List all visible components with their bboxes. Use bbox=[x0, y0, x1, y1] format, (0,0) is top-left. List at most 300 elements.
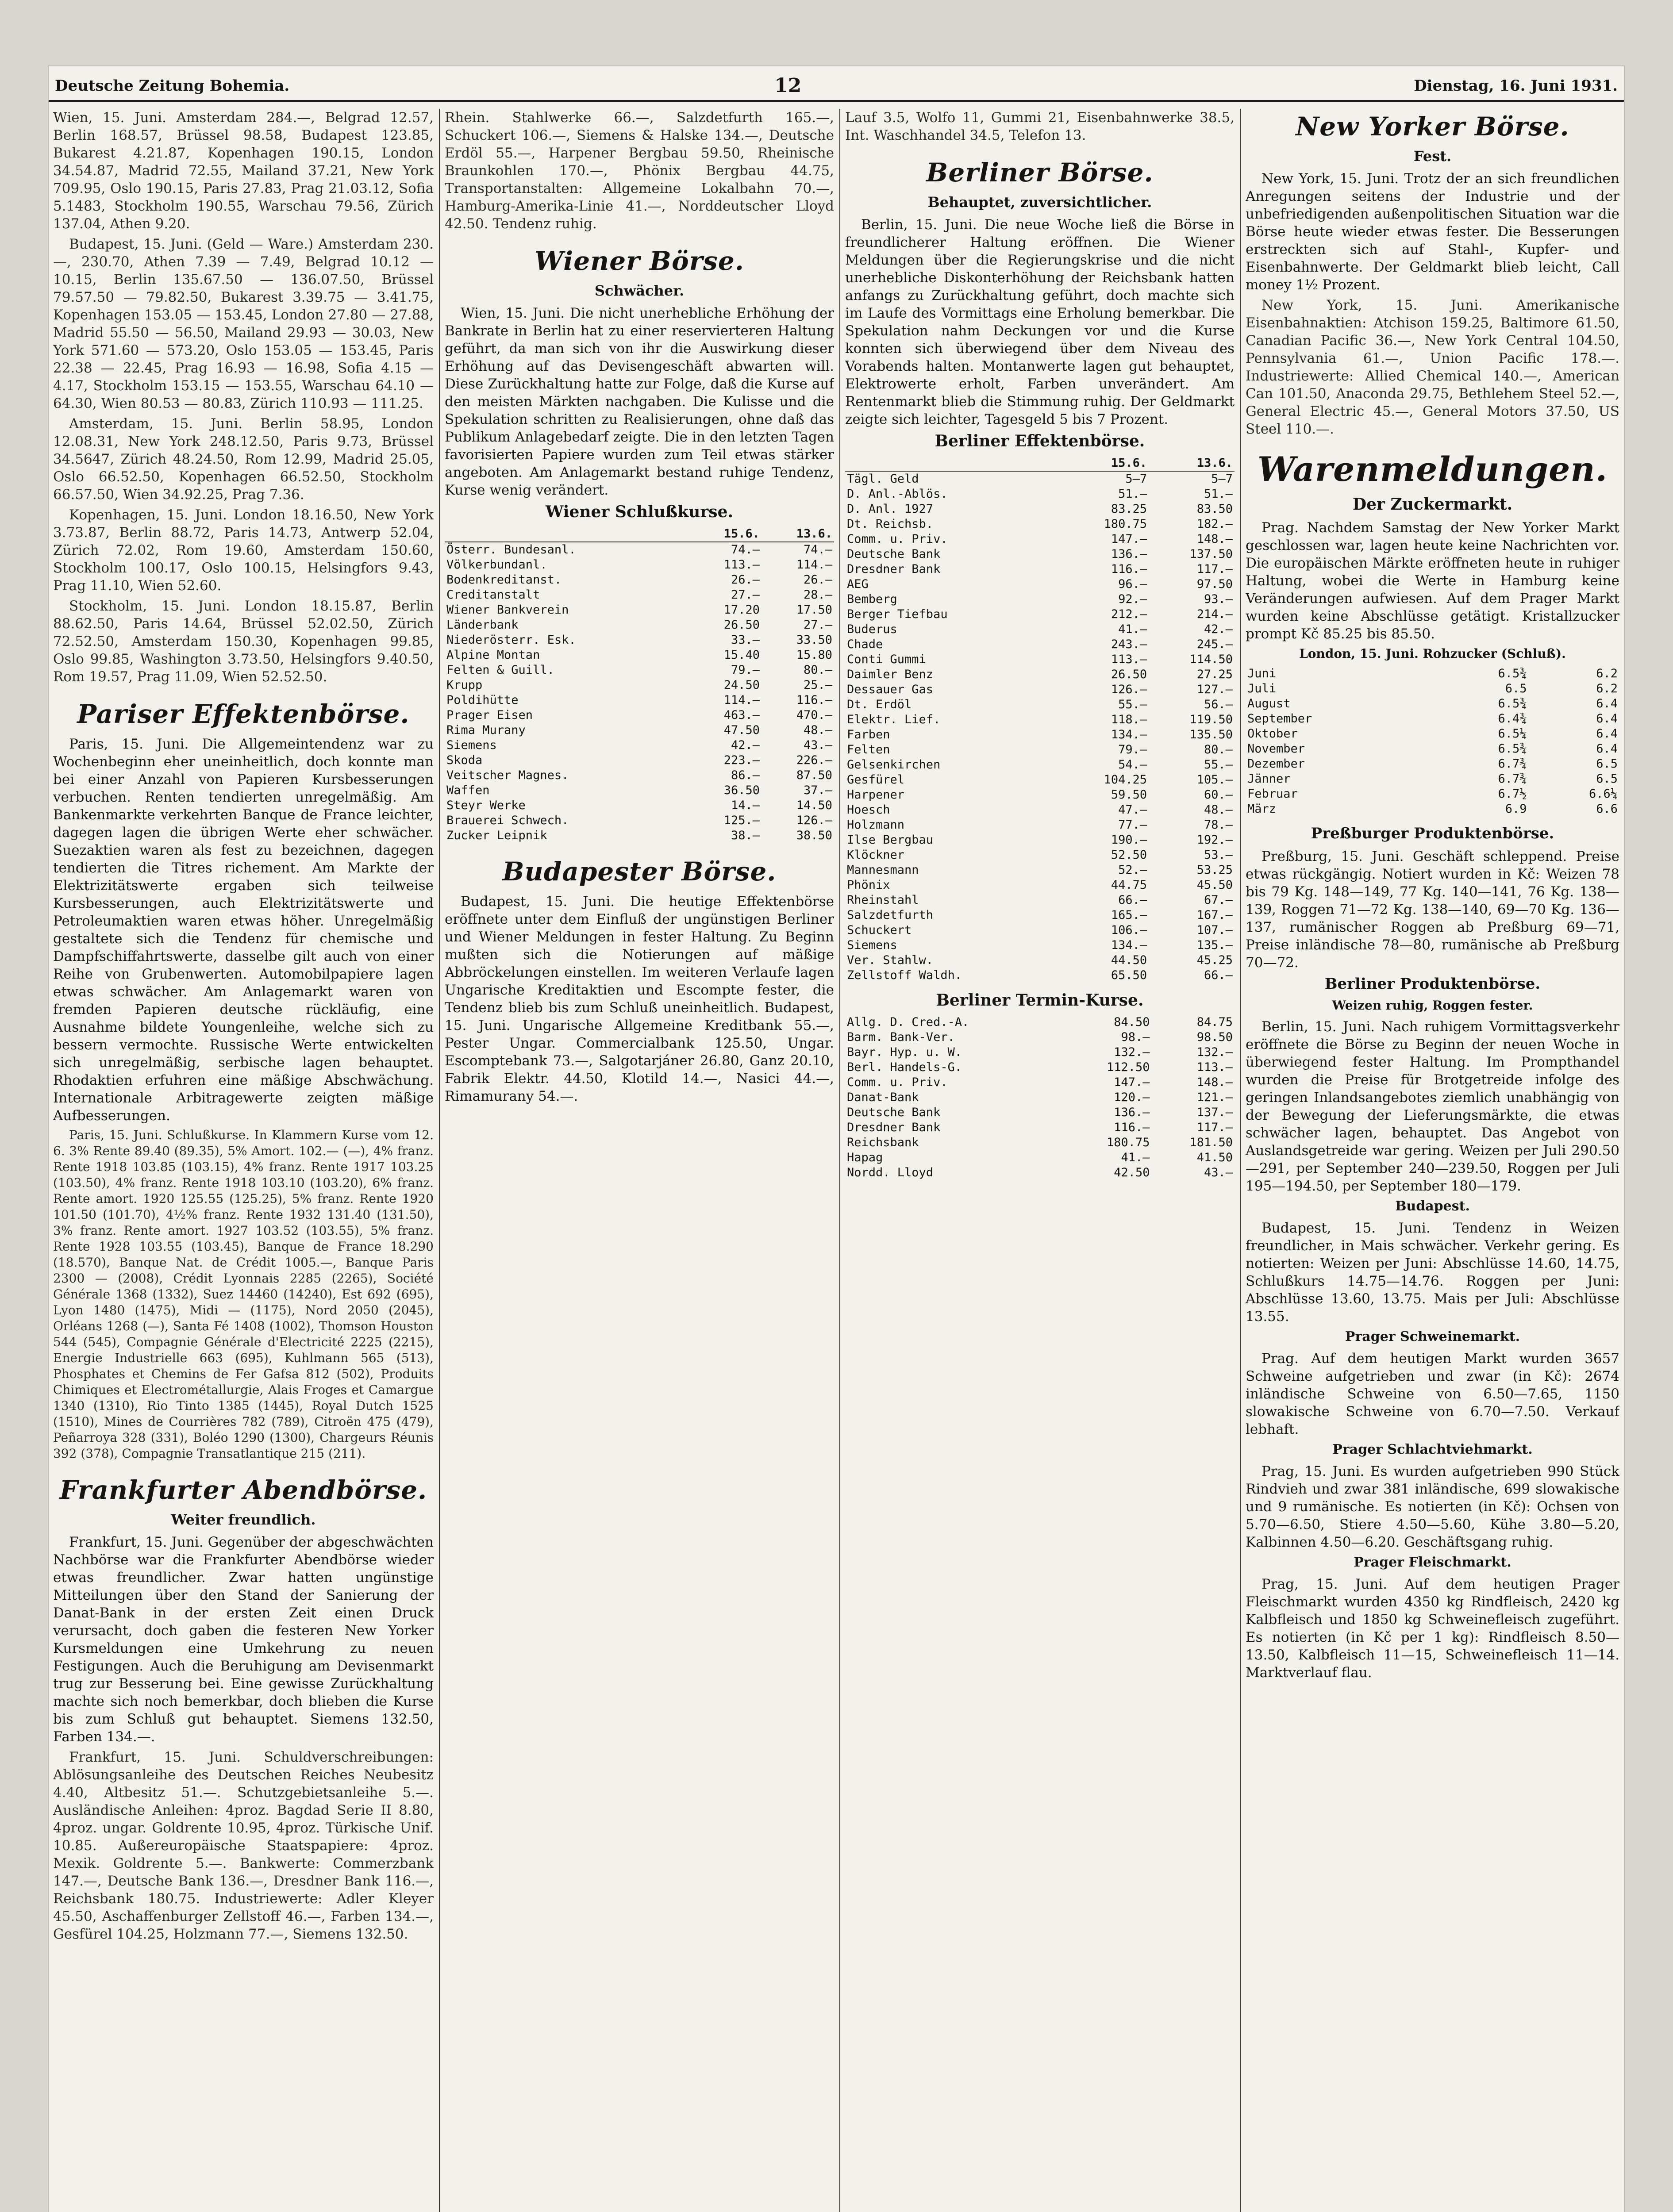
table-cell: 42.— bbox=[731, 738, 760, 752]
section-subtitle: Fest. bbox=[1413, 148, 1452, 165]
column-rule bbox=[439, 109, 440, 2212]
table-cell: 180.75 bbox=[1106, 1136, 1150, 1149]
quotes-list: New York, 15. Juni. Amerikanische Eisenbahnaktien: Atchison 159.25, Baltimore 61.50, Canadian Pacific 36.—, New York Central 104.50, Pennsylvania 61.—, Union Pacific 178.—. Industriewerte: Allied Chemical 140.—, American Can 101.50, Anaconda 29.75, Bethlehem Steel 52.—, General Electric 45.—, General Motors 37.50, US Steel 110.—. bbox=[1246, 297, 1619, 437]
table-row bbox=[845, 547, 1235, 562]
table-cell: 26.50 bbox=[723, 618, 760, 632]
table-cell: Comm. u. Priv. bbox=[847, 1075, 948, 1089]
table-cell: Berger Tiefbau bbox=[847, 607, 948, 621]
table-cell: 44.50 bbox=[1111, 953, 1147, 967]
table-cell: Prager Eisen bbox=[446, 708, 533, 722]
table-cell: 214.— bbox=[1196, 607, 1233, 621]
section-subtitle: Budapest. bbox=[1395, 1198, 1470, 1214]
table-cell: 56.— bbox=[1204, 698, 1233, 711]
table-row bbox=[1246, 802, 1619, 817]
table-cell: 126.— bbox=[796, 814, 832, 827]
table-cell: 98.50 bbox=[1196, 1030, 1233, 1044]
section-subtitle: Prager Schweinemarkt. bbox=[1345, 1329, 1520, 1344]
table-cell: 6.6¼ bbox=[1588, 787, 1618, 801]
table-cell: Schuckert bbox=[847, 923, 912, 937]
table-cell: 47.— bbox=[1118, 803, 1147, 817]
table-cell: 6.5¾ bbox=[1498, 742, 1527, 756]
column-1 bbox=[53, 109, 434, 2212]
article-body: Paris, 15. Juni. Die Allgemeintendenz war zu Wochenbeginn eher uneinheitlich, doch konnte man bei einer Anzahl von Papieren Kursbesserungen verbuchen. Renten tendierten unregelmäßig. Am Bankenmarkte verkehrten Banque de France leichter, dagegen lagen die übrigen Werte eher schwächer. Suezaktien waren als fest zu bezeichnen, dagegen tendierten die Titres richement. Am Markte der Elektrizitätswerte ergaben sich teilweise Kursbesserungen, auch Elektrizitätswerte und Petroleumaktien waren etwas höher. Unregelmäßig gestaltete sich die Tendenz für chemische und Dampfschiffahrtswerte, dasselbe gilt auch von einer Reihe von Grubenwerten. Automobilpapiere lagen etwas schwächer. Am Anlagemarkt waren von fremden Papieren deutsche rückläufig, eine Ausnahme bildete Youngenleihe, welche sich zu bessern vermochte. Russische Werte entwickelten sich unregelmäßig, serbische lagen behauptet. Rhodaktien erfuhren eine mäßige Abschwächung. Internationale Arbitragewerte zeigten mäßige Aufbesserungen. bbox=[53, 736, 434, 1124]
table-cell: 96.— bbox=[1118, 577, 1147, 591]
table-cell: 48.— bbox=[803, 723, 832, 737]
table-cell: Klöckner bbox=[847, 848, 905, 862]
table-cell: Allg. D. Cred.-A. bbox=[847, 1015, 969, 1029]
section-subtitle: Berliner Produktenbörse. bbox=[1324, 975, 1541, 993]
article-body: Berlin, 15. Juni. Nach ruhigem Vormittagsverkehr eröffnete die Börse zu Beginn der neuen Woche in überwiegend fester Haltung. Im Prompthandel wurden die Preise für Brotgetreide infolge des geringen Inlandsangebotes ziemlich unabhängig von der Bewegung der Lieferungsmärkte, die etwas schwächer lagen, behauptet. Das Angebot von Auslandsgetreide war gering. Weizen per Juli 290.50—291, per September 240—239.50, Roggen per Juli 195—194.50, per September 180—179. bbox=[1246, 1019, 1619, 1194]
table-cell: 97.50 bbox=[1196, 577, 1233, 591]
table-row bbox=[445, 557, 834, 572]
table-row bbox=[845, 1075, 1235, 1090]
table-cell: Ilse Bergbau bbox=[847, 833, 934, 847]
table-cell: Länderbank bbox=[446, 618, 519, 632]
table-row bbox=[845, 1090, 1235, 1105]
table-cell: 6.9 bbox=[1505, 802, 1527, 816]
table-cell: 6.5¾ bbox=[1498, 667, 1527, 680]
table-cell: 26.— bbox=[731, 573, 760, 587]
table-row bbox=[845, 953, 1235, 968]
table-cell: Salzdetfurth bbox=[847, 908, 934, 922]
table-cell: 26.50 bbox=[1111, 668, 1147, 681]
table-cell: 78.— bbox=[1204, 818, 1233, 832]
table-row bbox=[445, 618, 834, 633]
table-cell: 165.— bbox=[1111, 908, 1147, 922]
table-cell: 243.— bbox=[1111, 637, 1147, 651]
table-cell: Gesfürel bbox=[847, 773, 905, 787]
table-cell: Hapag bbox=[847, 1151, 883, 1164]
table-row bbox=[845, 712, 1235, 727]
table-cell: 125.— bbox=[723, 814, 760, 827]
devisen-stockholm: Stockholm, 15. Juni. London 18.15.87, Berlin 88.62.50, Paris 14.64, Brüssel 52.02.50, Zürich 72.52.50, Amsterdam 150.30, Kopenhagen 99.85, Oslo 99.85, Washington 3.73.50, Helsingfors 9.40.50, Rom 19.57, Prag 11.09, Wien 52.52.50. bbox=[53, 598, 434, 685]
table-cell: 114.— bbox=[796, 558, 832, 572]
table-cell: Deutsche Bank bbox=[847, 1106, 941, 1119]
table-cell: 52.— bbox=[1118, 863, 1147, 877]
column-rule bbox=[1240, 109, 1241, 2212]
table-row bbox=[445, 603, 834, 618]
section-subtitle: Weizen ruhig, Roggen fester. bbox=[1332, 998, 1533, 1013]
section-subtitle: Schwächer. bbox=[594, 282, 685, 299]
section-title: Frankfurter Abendbörse. bbox=[59, 1475, 427, 1505]
table-cell: 118.— bbox=[1111, 713, 1147, 726]
table-row bbox=[1246, 696, 1619, 711]
table-row bbox=[845, 878, 1235, 893]
table-row bbox=[445, 663, 834, 678]
article-body: Frankfurt, 15. Juni. Gegenüber der abgeschwächten Nachbörse war die Frankfurter Abendbörse wieder etwas freundlicher. Zwar hatten ungünstige Mitteilungen über den Stand der Sanierung der Danat-Bank in der ersten Zeit einen Druck verursacht, doch gaben die festeren New Yorker Kursmeldungen eine Umkehrung zu neuen Festigungen. Auch die Beruhigung am Devisenmarkt trug zur Besserung bei. Eine gewisse Zurückhaltung machte sich noch bemerkbar, doch blieben die Kurse bis zum Schluß gut behauptet. Siemens 132.50, Farben 134.—. bbox=[53, 1534, 434, 1745]
table-cell: Dt. Reichsb. bbox=[847, 517, 934, 531]
table-row bbox=[1246, 757, 1619, 772]
table-cell: Nordd. Lloyd bbox=[847, 1166, 934, 1179]
table-cell: 27.— bbox=[731, 588, 760, 602]
table-row bbox=[845, 848, 1235, 863]
table-cell: März bbox=[1247, 802, 1277, 816]
table-cell: 51.— bbox=[1204, 487, 1233, 501]
table-row bbox=[845, 923, 1235, 938]
table-row bbox=[1246, 666, 1619, 681]
table-row bbox=[1246, 741, 1619, 757]
table-cell: 51.— bbox=[1118, 487, 1147, 501]
table-cell: 17.20 bbox=[723, 603, 760, 617]
table-row bbox=[845, 1150, 1235, 1165]
table-cell: 28.— bbox=[803, 588, 832, 602]
table-cell: Juli bbox=[1247, 682, 1277, 695]
table-cell: Oktober bbox=[1247, 727, 1298, 741]
table-row bbox=[445, 633, 834, 648]
table-cell: 77.— bbox=[1118, 818, 1147, 832]
table-cell: 105.— bbox=[1196, 773, 1233, 787]
table-cell: 6.2 bbox=[1596, 682, 1618, 695]
table-cell: 74.— bbox=[731, 543, 760, 557]
table-cell: 37.— bbox=[803, 783, 832, 797]
table-cell: 44.75 bbox=[1111, 878, 1147, 892]
table-cell: 98.— bbox=[1121, 1030, 1150, 1044]
section-title: Berliner Börse. bbox=[926, 157, 1154, 188]
table-cell: 80.— bbox=[803, 663, 832, 677]
table-cell: Bemberg bbox=[847, 592, 897, 606]
table-cell: 86.— bbox=[731, 768, 760, 782]
section-title: Warenmeldungen. bbox=[1257, 449, 1608, 489]
table-cell: 127.— bbox=[1196, 683, 1233, 696]
table-cell: Dresdner Bank bbox=[847, 562, 941, 576]
table-cell: 84.50 bbox=[1114, 1015, 1150, 1029]
table-row bbox=[845, 757, 1235, 772]
section-title: New Yorker Börse. bbox=[1296, 111, 1569, 142]
table-cell: 47.50 bbox=[723, 723, 760, 737]
table-cell: 181.50 bbox=[1189, 1136, 1233, 1149]
table-cell: 6.4¾ bbox=[1498, 712, 1527, 726]
table-cell: 53.25 bbox=[1196, 863, 1233, 877]
table-cell: Zellstoff Waldh. bbox=[847, 968, 962, 982]
table-row bbox=[845, 667, 1235, 682]
table-row bbox=[845, 562, 1235, 577]
table-cell: 65.50 bbox=[1111, 968, 1147, 982]
table-cell: 6.4 bbox=[1596, 742, 1618, 756]
table-row bbox=[845, 682, 1235, 697]
table-cell: Niederösterr. Esk. bbox=[446, 633, 576, 647]
table-cell: 134.— bbox=[1111, 728, 1147, 741]
table-cell: AEG bbox=[847, 577, 869, 591]
table-cell: 147.— bbox=[1111, 532, 1147, 546]
table-row bbox=[445, 753, 834, 768]
table-row bbox=[845, 1105, 1235, 1120]
table-row bbox=[845, 532, 1235, 547]
table-row bbox=[845, 908, 1235, 923]
table-cell: Veitscher Magnes. bbox=[446, 768, 569, 782]
table-cell: 117.— bbox=[1196, 562, 1233, 576]
table-row bbox=[445, 828, 834, 843]
table-cell: 135.— bbox=[1196, 938, 1233, 952]
table-row bbox=[845, 1165, 1235, 1180]
table-cell: 6.5¼ bbox=[1498, 727, 1527, 741]
devisen-wien: Wien, 15. Juni. Amsterdam 284.—, Belgrad 12.57, Berlin 168.57, Brüssel 98.58, Budapest 123.85, Bukarest 4.21.87, Kopenhagen 190.15, London 34.54.87, Madrid 72.55, Mailand 37.21, New York 709.95, Oslo 190.15, Paris 27.83, Prag 21.03.12, Sofia 5.1483, Stockholm 190.55, Warschau 79.56, Zürich 137.04, Athen 9.20. bbox=[53, 110, 434, 232]
table-cell: 66.— bbox=[1204, 968, 1233, 982]
table-row bbox=[1246, 726, 1619, 741]
table-row bbox=[445, 678, 834, 693]
table-cell: 107.— bbox=[1196, 923, 1233, 937]
table-cell: 24.50 bbox=[723, 678, 760, 692]
table-row bbox=[845, 938, 1235, 953]
table-cell: 113.— bbox=[723, 558, 760, 572]
table-row bbox=[1246, 772, 1619, 787]
table-cell: Chade bbox=[847, 637, 883, 651]
table-cell: Waffen bbox=[446, 783, 490, 797]
table-cell: 463.— bbox=[723, 708, 760, 722]
section-subtitle: Prager Fleischmarkt. bbox=[1354, 1555, 1511, 1570]
table-row bbox=[845, 592, 1235, 607]
article-body: Wien, 15. Juni. Die nicht unerhebliche Erhöhung der Bankrate in Berlin hat zu einer reservierteren Haltung geführt, da man sich von ihr die Auswirkung dieser Erhöhung auf das Devisengeschäft abwarten will. Diese Zurückhaltung hatte zur Folge, daß die Kurse auf den meisten Märkten nachgaben. Die Kulisse und die Spekulation schritten zu Realisierungen, ohne daß das Publikum Anlagebedarf zeigte. Die in den letzten Tagen favorisierten Papiere wurden zum Teil etwas stärker angeboten. Am Anlagemarkt bestand ruhige Tendenz, Kurse wenig verändert. bbox=[445, 305, 834, 498]
table-cell: Bodenkreditanst. bbox=[446, 573, 562, 587]
table-cell: Rheinstahl bbox=[847, 893, 919, 907]
table-cell: 41.— bbox=[1121, 1151, 1150, 1164]
column-3 bbox=[845, 109, 1235, 2212]
article-body: Prag. Auf dem heutigen Markt wurden 3657 Schweine aufgetrieben und zwar (in Kč): 2674 inländische Schweine von 6.50—7.65, 1150 slowakische Schweine von 6.70—7.50. Verkauf lebhaft. bbox=[1246, 1351, 1619, 1437]
table-row bbox=[845, 697, 1235, 712]
table-cell: 135.50 bbox=[1189, 728, 1233, 741]
masthead bbox=[49, 74, 1624, 102]
table-cell: 67.— bbox=[1204, 893, 1233, 907]
table-cell: 6.4 bbox=[1596, 697, 1618, 710]
table-cell: Danat-Bank bbox=[847, 1091, 919, 1104]
table-row bbox=[845, 863, 1235, 878]
table-row bbox=[845, 727, 1235, 742]
table-cell: Februar bbox=[1247, 787, 1298, 801]
table-cell: Krupp bbox=[446, 678, 483, 692]
table-cell: Siemens bbox=[847, 938, 897, 952]
table-cell: 38.— bbox=[731, 829, 760, 842]
table-cell: 113.— bbox=[1196, 1060, 1233, 1074]
table-cell: Buderus bbox=[847, 622, 897, 636]
table-row bbox=[445, 723, 834, 738]
table-cell: 6.7¾ bbox=[1498, 772, 1527, 786]
table-cell: 117.— bbox=[1196, 1121, 1233, 1134]
table-cell: 245.— bbox=[1196, 637, 1233, 651]
table-cell: Gelsenkirchen bbox=[847, 758, 941, 772]
table-cell: 14.50 bbox=[796, 799, 832, 812]
section-subtitle: Preßburger Produktenbörse. bbox=[1311, 825, 1554, 842]
table-cell: Alpine Montan bbox=[446, 648, 540, 662]
table-cell: September bbox=[1247, 712, 1312, 726]
table-row bbox=[845, 517, 1235, 532]
devisen-budapest: Budapest, 15. Juni. (Geld — Ware.) Amsterdam 230.—, 230.70, Athen 7.39 — 7.49, Belgrad 10.12 — 10.15, Berlin 135.67.50 — 136.07.50, Brüssel 79.57.50 — 79.82.50, Bukarest 3.39.75 — 3.41.75, Kopenhagen 153.05 — 153.45, London 27.80 — 27.88, Madrid 55.50 — 56.50, Mailand 29.93 — 30.03, New York 571.60 — 573.20, Oslo 153.05 — 153.45, Paris 22.38 — 22.45, Prag 16.93 — 16.98, Sofia 4.15 — 4.17, Stockholm 153.15 — 153.55, Warschau 64.10 — 64.30, Wien 80.53 — 80.83, Zürich 110.93 — 111.25. bbox=[53, 236, 434, 411]
table-title: Berliner Termin-Kurse. bbox=[936, 991, 1144, 1010]
article-body: New York, 15. Juni. Trotz der an sich freundlichen Anregungen seitens der Industrie und der unbefriedigenden außenpolitischen Situation war die Börse heute wieder etwas fester. Die Besserungen erstreckten sich auf Stahl-, Kupfer- und Eisenbahnwerte. Der Geldmarkt blieb leicht, Call money 1½ Prozent. bbox=[1246, 171, 1619, 293]
table-cell: Dezember bbox=[1247, 757, 1305, 771]
table-cell: 52.50 bbox=[1111, 848, 1147, 862]
table-cell: Bayr. Hyp. u. W. bbox=[847, 1045, 962, 1059]
table-cell: 26.— bbox=[803, 573, 832, 587]
table-cell: Steyr Werke bbox=[446, 799, 526, 812]
table-row bbox=[845, 1030, 1235, 1045]
table-cell: 134.— bbox=[1111, 938, 1147, 952]
table-cell: Wiener Bankverein bbox=[446, 603, 569, 617]
section-title: Wiener Börse. bbox=[535, 246, 744, 276]
table-header-cell: 13.6. bbox=[796, 527, 832, 541]
table-row bbox=[1246, 711, 1619, 726]
table-row bbox=[845, 471, 1235, 487]
table-cell: Felten bbox=[847, 743, 890, 757]
table-cell: Brauerei Schwech. bbox=[446, 814, 569, 827]
table-cell: 38.50 bbox=[796, 829, 832, 842]
table-cell: Dt. Erdöl bbox=[847, 698, 912, 711]
table-cell: Creditanstalt bbox=[446, 588, 540, 602]
table-cell: 87.50 bbox=[796, 768, 832, 782]
table-cell: Dessauer Gas bbox=[847, 683, 934, 696]
table-row bbox=[445, 738, 834, 753]
table-cell: 55.— bbox=[1204, 758, 1233, 772]
table-cell: 167.— bbox=[1196, 908, 1233, 922]
top-text: Rhein. Stahlwerke 66.—, Salzdetfurth 165.—, Schuckert 106.—, Siemens & Halske 134.—, Deutsche Erdöl 55.—, Harpener Bergbau 59.50, Rheinische Braunkohlen 170.—, Phönix Bergbau 44.75, Transportanstalten: Allgemeine Lokalbahn 70.—, Hamburg-Amerika-Linie 41.—, Norddeutscher Lloyd 42.50. Tendenz ruhig. bbox=[445, 110, 834, 232]
table-cell: Elektr. Lief. bbox=[847, 713, 941, 726]
table-row bbox=[845, 607, 1235, 622]
table-cell: 126.— bbox=[1111, 683, 1147, 696]
table-row bbox=[445, 798, 834, 813]
table-cell: Ver. Stahlw. bbox=[847, 953, 934, 967]
table-row bbox=[845, 1120, 1235, 1135]
table-cell: 114.— bbox=[723, 693, 760, 707]
article-body: Prag. Nachdem Samstag der New Yorker Markt geschlossen war, lagen heute keine Nachrichten vor. Die europäischen Märkte eröffneten heute in ruhiger Haltung, wobei die Werte in Hamburg keine Veränderungen aufwiesen. Auf dem Prager Markt wurden keine Abschlüsse getätigt. Kristallzucker prompt Kč 85.25 bis 85.50. bbox=[1246, 520, 1619, 642]
table-cell: 132.— bbox=[1196, 1045, 1233, 1059]
table-cell: 36.50 bbox=[723, 783, 760, 797]
article-body: Preßburg, 15. Juni. Geschäft schleppend. Preise etwas rückgängig. Notiert wurden in Kč: Weizen 78 bis 79 Kg. 148—149, 77 Kg. 140—141, 76 Kg. 138—139, Roggen 71—72 Kg. 138—140, 69—70 Kg. 136—137, rumänischer Roggen ab Preßburg 69—71, Preise inländische 78—80, rumänische ab Preßburg 70—72. bbox=[1246, 849, 1619, 971]
table-cell: 6.2 bbox=[1596, 667, 1618, 680]
table-cell: 60.— bbox=[1204, 788, 1233, 802]
table-cell: 6.5 bbox=[1596, 772, 1618, 786]
table-row bbox=[845, 622, 1235, 637]
table-cell: 137.— bbox=[1196, 1106, 1233, 1119]
article-body: Berlin, 15. Juni. Die neue Woche ließ die Börse in freundlicherer Haltung eröffnen. Die Wiener Meldungen über die Regierungskrise und die nicht unerhebliche Diskonterhöhung der Reichsbank hatten anfangs zu Zurückhaltung geführt, doch machte sich im Laufe des Vormittags eine Erholung bemerkbar. Die Spekulation nahm Deckungen vor und die Kurse konnten sich überwiegend über dem Niveau des Vorabends halten. Montanwerte lagen gut behauptet, Elektrowerte erholt, Farben unverändert. Am Rentenmarkt blieb die Stimmung ruhig. Der Geldmarkt zeigte sich leichter, Tagesgeld 5 bis 7 Prozent. bbox=[845, 217, 1235, 427]
table-header-cell bbox=[845, 456, 1063, 471]
table-cell: 137.50 bbox=[1189, 547, 1233, 561]
article-body: Prag, 15. Juni. Auf dem heutigen Prager Fleischmarkt wurden 4350 kg Rindfleisch, 2420 kg Kalbfleisch und 1850 kg Schweinefleisch zugeführt. Es notierten (in Kč per 1 kg): Rindfleisch 8.50—13.50, Kalbfleisch 11—15, Schweinefleisch 11—14. Marktverlauf flau. bbox=[1246, 1576, 1619, 1681]
table-cell: 6.4 bbox=[1596, 712, 1618, 726]
table-row bbox=[845, 1135, 1235, 1150]
table-cell: Barm. Bank-Ver. bbox=[847, 1030, 955, 1044]
column-4 bbox=[1246, 109, 1619, 2212]
table-cell: Reichsbank bbox=[847, 1136, 919, 1149]
section-title: Budapester Börse. bbox=[502, 856, 777, 887]
table-cell: 106.— bbox=[1111, 923, 1147, 937]
table-cell: 27.25 bbox=[1196, 668, 1233, 681]
table-cell: 41.50 bbox=[1196, 1151, 1233, 1164]
table-cell: 6.7¾ bbox=[1498, 757, 1527, 771]
table-row bbox=[845, 833, 1235, 848]
section-subtitle: Prager Schlachtviehmarkt. bbox=[1332, 1442, 1533, 1457]
table-cell: 59.50 bbox=[1111, 788, 1147, 802]
table-row bbox=[845, 818, 1235, 833]
table-row bbox=[445, 588, 834, 603]
table-title: Berliner Effektenbörse. bbox=[935, 432, 1145, 450]
column-2 bbox=[445, 109, 834, 2212]
table-cell: 43.— bbox=[803, 738, 832, 752]
table-row bbox=[845, 487, 1235, 502]
table-cell: Felten & Guill. bbox=[446, 663, 554, 677]
article-body: Budapest, 15. Juni. Die heutige Effektenbörse eröffnete unter dem Einfluß der ungünstigen Berliner und Wiener Meldungen in fester Haltung. Zu Beginn mußten sich die Notierungen auf mäßige Abbröckelungen einstellen. Im weiteren Verlaufe lagen Ungarische Kreditaktien und Escompte fester, die Tendenz blieb bis zum Schluß uneinheitlich. Budapest, 15. Juni. Ungarische Allgemeine Kreditbank 55.—, Pester Ungar. Commercialbank 125.50, Ungar. Escomptebank 73.—, Salgotarjáner 26.80, Ganz 20.10, Fabrik Elektr. 44.50, Klotild 14.—, Nasici 44.—, Rimamurany 54.—. bbox=[445, 894, 834, 1104]
table-row bbox=[845, 968, 1235, 983]
table-cell: 48.— bbox=[1204, 803, 1233, 817]
table-row bbox=[845, 772, 1235, 787]
table-cell: 136.— bbox=[1111, 547, 1147, 561]
table-cell: 33.50 bbox=[796, 633, 832, 647]
table-row bbox=[845, 893, 1235, 908]
table-cell: Conti Gummi bbox=[847, 653, 926, 666]
table-title: London, 15. Juni. Rohzucker (Schluß). bbox=[1299, 646, 1566, 661]
table-cell: 136.— bbox=[1114, 1106, 1150, 1119]
table-cell: 27.— bbox=[803, 618, 832, 632]
table-cell: Österr. Bundesanl. bbox=[446, 543, 576, 557]
wiener-kurse-table bbox=[445, 526, 834, 843]
table-cell: 192.— bbox=[1196, 833, 1233, 847]
article-body: Budapest, 15. Juni. Tendenz in Weizen freundlicher, in Mais schwächer. Verkehr gering. Es notierten: Weizen per Juni: Abschlüsse 14.60, 14.75, Schlußkurs 14.75—14.76. Roggen per Juni: Abschlüsse 13.60, 13.75. Mais per Juli: Abschlüsse 13.55. bbox=[1246, 1220, 1619, 1325]
table-cell: 226.— bbox=[796, 753, 832, 767]
table-cell: 182.— bbox=[1196, 517, 1233, 531]
table-row bbox=[845, 787, 1235, 803]
table-cell: 93.— bbox=[1204, 592, 1233, 606]
table-row bbox=[845, 1045, 1235, 1060]
table-cell: 6.5 bbox=[1505, 682, 1527, 695]
table-cell: 190.— bbox=[1111, 833, 1147, 847]
table-cell: 6.5 bbox=[1596, 757, 1618, 771]
table-cell: Hoesch bbox=[847, 803, 890, 817]
table-row bbox=[445, 708, 834, 723]
table-cell: 113.— bbox=[1111, 653, 1147, 666]
table-cell: Holzmann bbox=[847, 818, 905, 832]
table-cell: Harpener bbox=[847, 788, 905, 802]
article-body: Prag, 15. Juni. Es wurden aufgetrieben 990 Stück Rindvieh und zwar 381 inländische, 699 slowakische und 9 rumänische. Es notierten (in Kč): Ochsen von 5.70—6.50, Stiere 4.50—5.60, Kühe 3.80—5.20, Kalbinnen 4.50—6.20. Geschäftsgang ruhig. bbox=[1246, 1463, 1619, 1550]
table-cell: 6.7½ bbox=[1498, 787, 1527, 801]
devisen-kopenhagen: Kopenhagen, 15. Juni. London 18.16.50, New York 3.73.87, Berlin 88.72, Paris 14.73, Antwerp 52.04, Zürich 72.02, Rom 19.60, Amsterdam 150.60, Stockholm 100.17, Oslo 100.15, Helsingfors 9.43, Prag 11.10, Wien 52.60. bbox=[53, 507, 434, 594]
newspaper-page bbox=[49, 66, 1624, 2212]
table-cell: 80.— bbox=[1204, 743, 1233, 757]
table-cell: Völkerbundanl. bbox=[446, 558, 547, 572]
table-cell: 6.4 bbox=[1596, 727, 1618, 741]
table-header-row bbox=[845, 456, 1235, 471]
table-cell: Comm. u. Priv. bbox=[847, 532, 948, 546]
table-row bbox=[845, 1015, 1235, 1030]
table-cell: Juni bbox=[1247, 667, 1277, 680]
table-cell: 112.50 bbox=[1106, 1060, 1150, 1074]
quotes-list: Frankfurt, 15. Juni. Schuldverschreibungen: Ablösungsanleihe des Deutschen Reiches Neubesitz 4.40, Altbesitz 51.—. Schutzgebietsanleihe 5.—. Ausländische Anleihen: 4proz. Bagdad Serie II 8.80, 4proz. ungar. Goldrente 10.95, 4proz. Türkische Unif. 10.85. Außereuropäische Staatspapiere: 4proz. Mexik. Goldrente 5.—. Bankwerte: Commerzbank 147.—, Deutsche Bank 136.—, Dresdner Bank 116.—, Reichsbank 180.75. Industriewerte: Adler Kleyer 45.50, Aschaffenburger Zellstoff 46.—, Farben 134.—, Gesfürel 104.25, Holzmann 77.—, Siemens 132.50. bbox=[53, 1749, 434, 1942]
table-cell: 55.— bbox=[1118, 698, 1147, 711]
table-cell: 54.— bbox=[1118, 758, 1147, 772]
table-cell: 83.25 bbox=[1111, 502, 1147, 516]
table-cell: 114.50 bbox=[1189, 653, 1233, 666]
table-row bbox=[445, 783, 834, 798]
table-cell: November bbox=[1247, 742, 1305, 756]
table-cell: 116.— bbox=[1114, 1121, 1150, 1134]
table-row bbox=[1246, 681, 1619, 696]
table-cell: 180.75 bbox=[1104, 517, 1147, 531]
table-cell: Deutsche Bank bbox=[847, 547, 941, 561]
table-cell: 212.— bbox=[1111, 607, 1147, 621]
table-cell: 42.50 bbox=[1114, 1166, 1150, 1179]
table-cell: Rima Murany bbox=[446, 723, 526, 737]
section-subtitle: Der Zuckermarkt. bbox=[1352, 495, 1513, 514]
table-cell: 119.50 bbox=[1189, 713, 1233, 726]
table-cell: 6.6 bbox=[1596, 802, 1618, 816]
zucker-table bbox=[1246, 666, 1619, 817]
table-cell: 84.75 bbox=[1196, 1015, 1233, 1029]
top-text: Lauf 3.5, Wolfo 11, Gummi 21, Eisenbahnwerke 38.5, Int. Waschhandel 34.5, Telefon 13. bbox=[845, 110, 1235, 143]
table-cell: Phönix bbox=[847, 878, 890, 892]
table-cell: Tägl. Geld bbox=[847, 472, 919, 486]
table-cell: 5—7 bbox=[1211, 472, 1233, 486]
table-cell: 5—7 bbox=[1125, 472, 1147, 486]
table-cell: 33.— bbox=[731, 633, 760, 647]
table-cell: 66.— bbox=[1118, 893, 1147, 907]
table-row bbox=[445, 542, 834, 557]
table-header-cell: 15.6. bbox=[723, 527, 760, 541]
